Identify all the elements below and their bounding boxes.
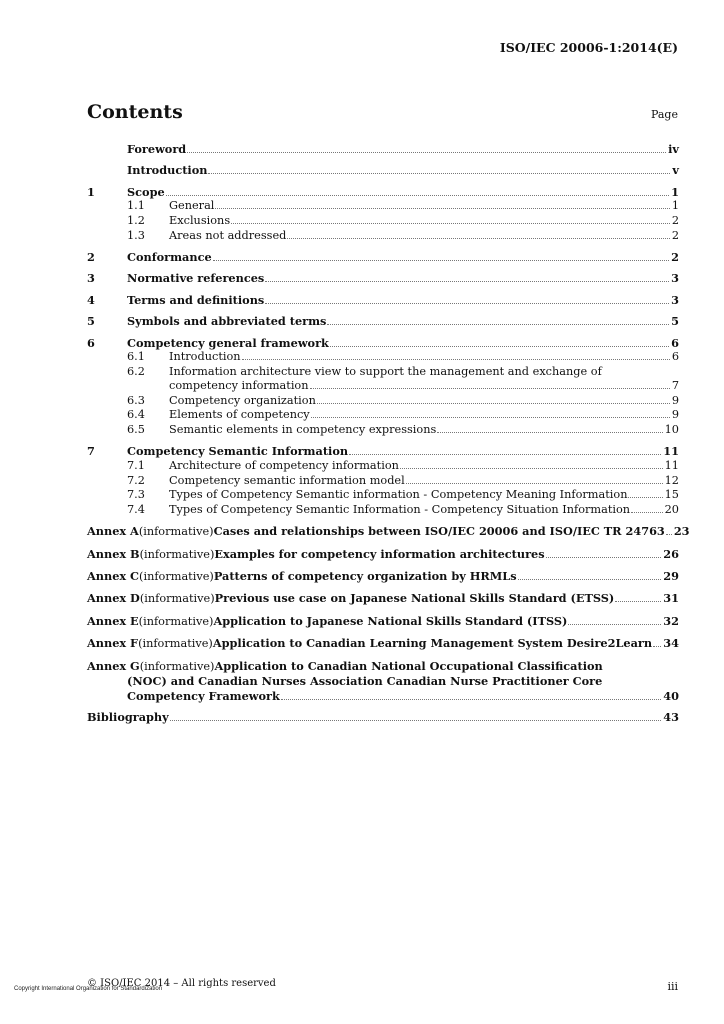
subsection-title: Areas not addressed: [169, 228, 287, 242]
toc-entry[interactable]: [87, 250, 679, 265]
subsection-page: 7: [671, 379, 679, 393]
annex-title-cont: (NOC) and Canadian Nurses Association Canadian Nurse Practitioner Core: [127, 674, 603, 689]
annex-entry[interactable]: [87, 524, 690, 540]
toc-subentry[interactable]: [87, 365, 679, 380]
dot-leader: [231, 223, 670, 224]
section-title: Conformance: [127, 249, 212, 264]
subsection-title: Semantic elements in competency expressions: [169, 423, 437, 437]
annex-title: Application to Canadian National Occupational Classification: [214, 658, 603, 673]
subsection-page: 6: [671, 350, 679, 364]
section-title: Competency general framework: [127, 335, 329, 350]
toc-subentry[interactable]: [87, 214, 679, 229]
bibliography-title: Bibliography: [87, 710, 169, 725]
dot-leader: [317, 403, 670, 404]
annex-entry[interactable]: [87, 659, 679, 675]
section-title: Introduction: [127, 163, 208, 178]
subsection-page: 10: [664, 423, 679, 437]
licensor-watermark: Copyright International Organization for Standardization: [14, 986, 163, 992]
dot-leader: [208, 173, 670, 174]
annex-group: [87, 591, 679, 607]
section-number: 2: [87, 249, 95, 264]
bibliography-page: 43: [663, 710, 679, 725]
section-title: Competency Semantic Information: [127, 444, 349, 459]
toc-subentry[interactable]: [87, 408, 679, 423]
dot-leader: [400, 468, 663, 469]
toc-group: [87, 250, 679, 265]
dot-leader: [170, 720, 662, 721]
annex-group: [87, 524, 690, 540]
toc-subentry[interactable]: [87, 229, 679, 244]
section-number: 4: [87, 292, 95, 307]
annex-entry-last-line[interactable]: [87, 689, 679, 704]
dot-leader: [631, 512, 663, 513]
section-number: 1: [87, 184, 95, 199]
toc-subentry[interactable]: [87, 474, 679, 489]
annex-label: Annex B: [87, 546, 140, 561]
dot-leader: [546, 557, 662, 558]
toc-group: [87, 314, 679, 329]
section-number: 5: [87, 314, 95, 329]
subsection-title: Exclusions: [169, 213, 231, 227]
annex-page: 26: [663, 546, 679, 561]
section-page: iv: [668, 142, 679, 156]
dot-leader: [265, 281, 669, 282]
toc-subentry[interactable]: [87, 394, 679, 409]
section-number: 7: [87, 444, 95, 459]
subsection-title: General: [169, 199, 215, 213]
document-id-header: ISO/IEC 20006-1:2014(E): [499, 40, 678, 55]
copyright-notice: © ISO/IEC 2014 – All rights reserved: [87, 978, 276, 989]
annex-label: Annex E: [87, 613, 139, 628]
dot-leader: [666, 534, 672, 535]
subsection-number: 7.1: [127, 459, 145, 473]
section-page: 5: [671, 314, 679, 329]
subsection-title-cont: competency information: [169, 379, 309, 393]
toc-entry[interactable]: [87, 271, 679, 286]
subsection-page: 2: [671, 213, 679, 227]
dot-leader: [287, 238, 669, 239]
subsection-page: 12: [664, 473, 679, 487]
toc-subentry[interactable]: [87, 350, 679, 365]
dot-leader: [437, 432, 662, 433]
annex-group: [87, 569, 679, 585]
annex-title-last: Competency Framework: [127, 688, 280, 703]
page-number: iii: [667, 980, 678, 993]
dot-leader: [213, 260, 669, 261]
subsection-number: 1.3: [127, 228, 145, 242]
annex-page: 34: [663, 636, 679, 651]
toc-subentry[interactable]: [87, 488, 679, 503]
toc-group: [87, 163, 679, 178]
subsection-number: 6.5: [127, 423, 145, 437]
dot-leader: [215, 208, 669, 209]
toc-entry[interactable]: [87, 142, 679, 157]
annex-title: Cases and relationships between ISO/IEC 20006 and ISO/IEC TR 24763: [213, 524, 665, 539]
section-page: 1: [671, 184, 679, 199]
annex-page: 32: [663, 613, 679, 628]
dot-leader: [242, 359, 670, 360]
section-number: 3: [87, 271, 95, 286]
dot-leader: [628, 497, 662, 498]
subsection-number: 1.1: [127, 199, 145, 213]
toc-group: [87, 271, 679, 286]
toc-subentry[interactable]: [87, 423, 679, 438]
dot-leader: [265, 303, 669, 304]
toc-group: [87, 336, 679, 438]
dot-leader: [281, 699, 661, 700]
subsection-number: 1.2: [127, 213, 145, 227]
subsection-title: Architecture of competency information: [169, 459, 399, 473]
subsection-title: Information architecture view to support the management and exchange of: [169, 364, 602, 378]
dot-leader: [406, 483, 663, 484]
toc-subentry[interactable]: [87, 503, 679, 518]
bibliography-entry[interactable]: [87, 710, 679, 725]
dot-leader: [349, 454, 661, 455]
annex-page: 31: [663, 591, 679, 606]
section-page: 3: [671, 271, 679, 286]
section-page: v: [672, 163, 679, 178]
annex-entry[interactable]: [87, 591, 679, 607]
toc-entry[interactable]: [87, 293, 679, 308]
toc-group: [87, 185, 679, 243]
annex-title: Application to Canadian Learning Management System Desire2Learn: [212, 636, 653, 651]
dot-leader: [568, 624, 661, 625]
annex-entry[interactable]: [87, 636, 679, 652]
toc-group: [87, 142, 679, 157]
section-title: Normative references: [127, 271, 265, 286]
toc-entry[interactable]: [87, 314, 679, 329]
toc-entry[interactable]: [87, 444, 679, 459]
annex-group: [87, 614, 679, 630]
annex-title: Application to Japanese National Skills Standard (ITSS): [213, 613, 568, 628]
annex-group: [87, 636, 679, 652]
annex-kind: (informative): [139, 570, 214, 584]
subsection-title: Types of Competency Semantic Information - Competency Situation Information: [169, 502, 631, 516]
dot-leader: [310, 388, 670, 389]
toc-group: [87, 293, 679, 308]
subsection-number: 6.4: [127, 408, 145, 422]
subsection-title: Competency organization: [169, 393, 316, 407]
toc-subentry-continuation[interactable]: [87, 379, 679, 394]
annex-page: 40: [663, 688, 679, 703]
annex-title: Patterns of competency organization by HRMLs: [213, 569, 517, 584]
subsection-page: 9: [671, 393, 679, 407]
subsection-number: 6.1: [127, 350, 145, 364]
section-page: 2: [671, 249, 679, 264]
toc-subentry[interactable]: [87, 459, 679, 474]
annex-page: 23: [673, 524, 690, 539]
dot-leader: [187, 152, 666, 153]
subsection-number: 6.3: [127, 393, 145, 407]
annex-label: Annex A: [87, 524, 139, 539]
section-title: Terms and definitions: [127, 292, 265, 307]
annex-kind: (informative): [138, 525, 214, 539]
subsection-page: 9: [671, 408, 679, 422]
toc-entry[interactable]: [87, 163, 679, 178]
bibliography-group: [87, 710, 679, 725]
subsection-title: Types of Competency Semantic information - Competency Meaning Information: [169, 488, 628, 502]
subsection-page: 20: [664, 502, 679, 516]
annex-group: [87, 659, 679, 704]
annex-entry[interactable]: [87, 614, 679, 630]
annex-label: Annex F: [87, 636, 139, 651]
dot-leader: [311, 417, 670, 418]
section-page: 6: [671, 335, 679, 350]
dot-leader: [327, 324, 669, 325]
toc-group: [87, 444, 679, 517]
dot-leader: [615, 601, 661, 602]
annex-label: Annex C: [87, 569, 140, 584]
annex-title: Examples for competency information architectures: [214, 546, 545, 561]
section-title: Foreword: [127, 142, 187, 156]
section-title: Symbols and abbreviated terms: [127, 314, 327, 329]
toc-subentry[interactable]: [87, 199, 679, 214]
section-page: 11: [663, 444, 679, 459]
dot-leader: [166, 195, 669, 196]
annex-kind: (informative): [138, 637, 213, 651]
annex-entry[interactable]: [87, 569, 679, 585]
subsection-number: 7.4: [127, 502, 145, 516]
toc-entry[interactable]: [87, 336, 679, 351]
contents-title: Contents: [87, 101, 183, 123]
annex-entry[interactable]: [87, 547, 679, 563]
table-of-contents: [87, 142, 690, 732]
subsection-page: 11: [664, 459, 679, 473]
dot-leader: [518, 579, 662, 580]
toc-entry[interactable]: [87, 185, 679, 200]
page-column-label: Page: [650, 108, 678, 121]
section-title: Scope: [127, 184, 165, 199]
subsection-number: 7.3: [127, 488, 145, 502]
annex-label: Annex D: [87, 591, 140, 606]
subsection-page: 1: [671, 199, 679, 213]
annex-group: [87, 547, 679, 563]
annex-page: 29: [663, 569, 679, 584]
section-page: 3: [671, 292, 679, 307]
subsection-page: 15: [664, 488, 679, 502]
subsection-number: 7.2: [127, 473, 145, 487]
dot-leader: [653, 646, 661, 647]
annex-kind: (informative): [139, 592, 215, 606]
subsection-title: Introduction: [169, 350, 241, 364]
annex-title: Previous use case on Japanese National Skills Standard (ETSS): [214, 591, 615, 606]
subsection-title: Elements of competency: [169, 408, 310, 422]
annex-kind: (informative): [138, 614, 214, 628]
subsection-title: Competency semantic information model: [169, 473, 405, 487]
annex-kind: (informative): [139, 547, 215, 561]
section-number: 6: [87, 335, 95, 350]
annex-kind: (informative): [139, 659, 215, 673]
dot-leader: [330, 346, 669, 347]
annex-label: Annex G: [87, 658, 140, 673]
subsection-number: 6.2: [127, 364, 145, 378]
subsection-page: 2: [671, 228, 679, 242]
